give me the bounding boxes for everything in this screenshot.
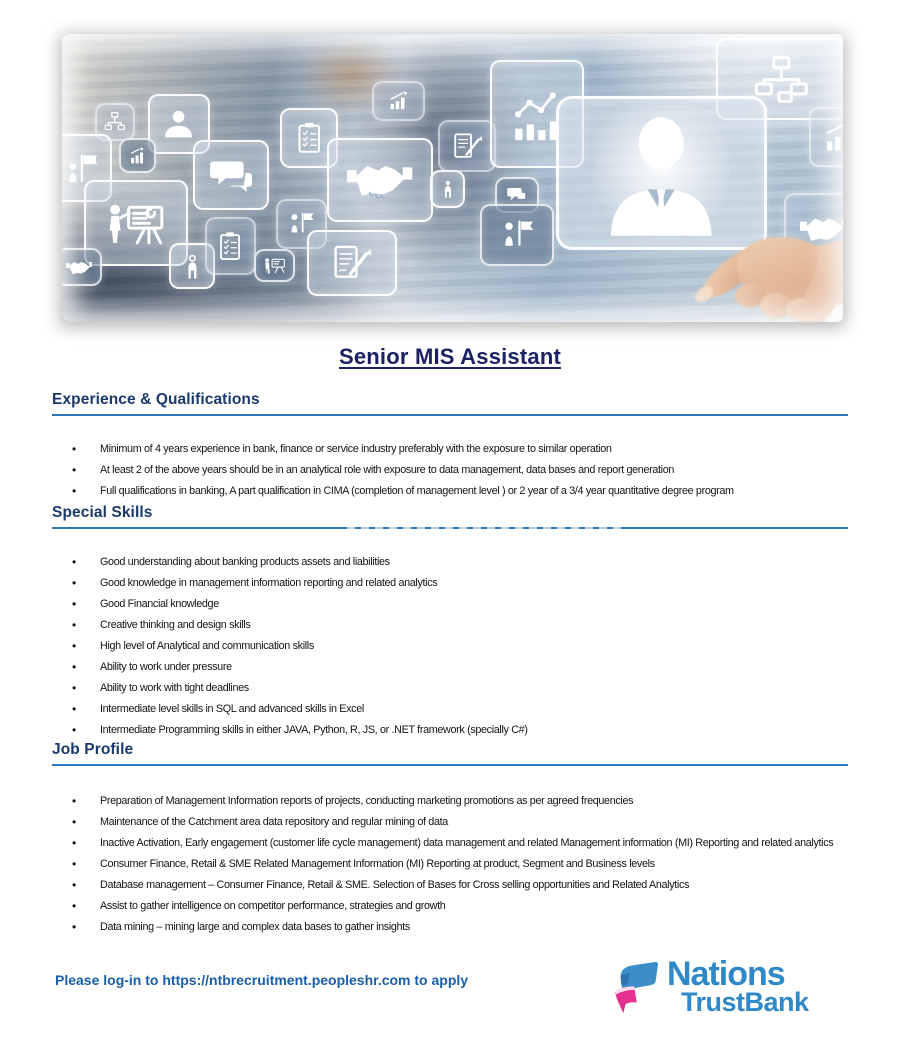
user-icon [160,106,197,142]
bar-chart-icon [821,119,843,155]
apply-text-suffix: to apply [410,972,469,988]
bullet-item: • Ability to work with tight deadlines [72,678,848,698]
person-icon [179,253,206,280]
header-collage-image [62,34,843,322]
checklist-icon [292,120,327,156]
bullet-item: • Assist to gather intelligence on competitor performance, strategies and growth [72,896,848,916]
handshake-large-tile [327,138,433,222]
bullet-item: • Consumer Finance, Retail & SME Related Management Information (MI) Reporting at product, Segment and Business levels [72,854,848,874]
handshake-icon [347,154,412,205]
checklist-small-tile [205,217,256,275]
document-signing-icon [324,243,379,283]
apply-url-link[interactable]: https://ntbrecruitment.peopleshr.com [162,972,411,988]
presentation-icon [104,197,168,249]
pointing-hand [600,226,843,322]
apply-text-prefix: Please log-in to [55,972,163,988]
section-divider [52,414,848,416]
section-heading-job-profile: Job Profile [52,741,134,758]
chat-icon [208,154,254,196]
bullet-item: • Preparation of Management Information reports of projects, conducting marketing promotions as per agreed frequencies [72,791,848,811]
document-signing-tile [307,230,397,296]
page-title: Senior MIS Assistant [338,344,561,369]
logo-line-nations: Nations [667,955,785,993]
bullet-item: • Creative thinking and design skills [72,615,848,635]
person-small-tile [430,170,465,208]
bullet-item: • Inactive Activation, Early engagement (customer life cycle management) data management and related Management information (MI) Reporting and related analytics [72,833,848,853]
bullet-item: • Data mining – mining large and complex data bases to gather insights [72,917,848,937]
profile-man-icon [571,105,751,241]
bullet-item: • Good knowledge in management information reporting and related analytics [72,573,848,593]
experience-bullet-list [52,439,848,501]
bar-chart-right-tile [809,107,843,167]
bullet-item: • Full qualifications in banking, A part qualification in CIMA (completion of management level ) or 2 year of a 3/4 year quantitative degree program [72,481,848,501]
bullet-item: • Ability to work under pressure [72,657,848,677]
org-chart-icon [103,111,126,133]
bullet-item: • At least 2 of the above years should be in an analytical role with exposure to data management, data bases and report generation [72,460,848,480]
logo-line-trustbank: TrustBank [681,987,809,1017]
bullet-item: • Intermediate Programming skills in either JAVA, Python, R, JS, or .NET framework (specially C#) [72,720,848,740]
bar-chart-tile [119,138,156,173]
section-divider [52,527,848,529]
growth-chart-icon [383,89,414,112]
handshake-small-tile [62,248,102,286]
bullet-item: • Minimum of 4 years experience in bank, finance or service industry preferably with the exposure to similar operation [72,439,848,459]
bullet-item: • Database management – Consumer Finance, Retail & SME. Selection of Bases for Cross selling opportunities and Related Analytics [72,875,848,895]
person-flag-dark-tile [480,204,554,266]
bullet-item: • Intermediate level skills in SQL and advanced skills in Excel [72,699,848,719]
section-heading-special-skills: Special Skills [52,504,153,521]
document-signing-icon [450,131,485,162]
person-icon [438,178,458,200]
job-profile-bullet-list [52,791,848,937]
presentation-small-tile [254,249,295,282]
chat-tile [193,140,269,210]
chat-icon [504,185,530,205]
document-body [52,386,848,938]
presentation-icon [263,256,287,275]
handshake-icon [66,256,93,278]
special-skills-bullet-list [52,552,848,740]
bank-logo-text [667,952,809,1016]
section-divider [52,764,848,766]
person-flag-icon [495,216,540,253]
checklist-icon [215,229,245,264]
bullet-item: • Maintenance of the Catchment area data repository and regular mining of data [72,812,848,832]
bullet-item: • Good Financial knowledge [72,594,848,614]
bank-logo-flag-icon [608,958,662,1020]
bar-chart-icon [127,146,148,166]
bullet-item: • Good understanding about banking products assets and liabilities [72,552,848,572]
bullet-item: • High level of Analytical and communication skills [72,636,848,656]
document-signing-small-tile [438,120,496,172]
nations-trust-bank-logo [608,952,809,1020]
growth-chart-tile [372,81,425,121]
apply-instruction [55,972,468,988]
section-heading-experience: Experience & Qualifications [52,391,260,408]
watermark-artifact [347,526,626,530]
